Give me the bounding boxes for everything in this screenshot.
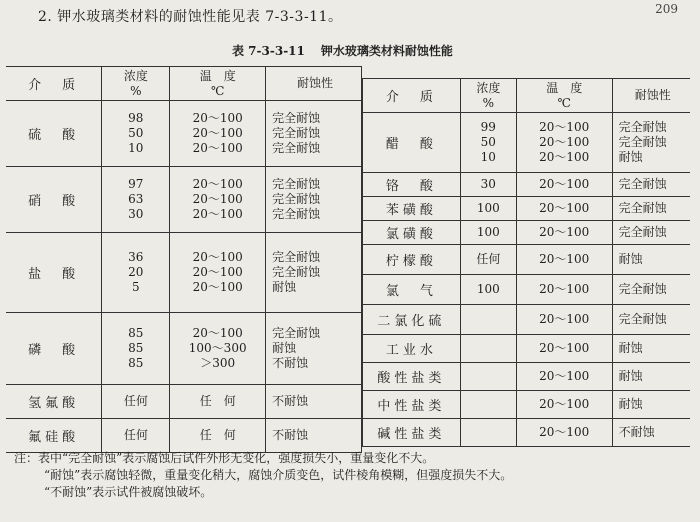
resistance-cell bbox=[266, 167, 362, 233]
table-caption bbox=[232, 42, 469, 59]
medium-cell: 苯磺酸 bbox=[363, 197, 461, 221]
concentration-cell bbox=[102, 419, 170, 453]
concentration-cell-line: 30 bbox=[128, 207, 144, 221]
concentration-cell bbox=[460, 335, 516, 363]
concentration-cell-line: 85 bbox=[128, 356, 144, 370]
resistance-cell-line: 耐蚀 bbox=[618, 252, 643, 266]
table-row bbox=[6, 233, 362, 313]
resistance-cell-line: 耐蚀 bbox=[618, 150, 643, 164]
temperature-cell bbox=[516, 173, 612, 197]
temperature-cell bbox=[170, 101, 266, 167]
table-row bbox=[363, 173, 691, 197]
medium-cell: 碱性盐类 bbox=[363, 419, 461, 447]
concentration-cell-line: 63 bbox=[128, 192, 144, 206]
header-medium: 介 质 bbox=[363, 79, 461, 113]
resistance-cell-line: 不耐蚀 bbox=[272, 394, 309, 408]
temperature-cell-line: 20～100 bbox=[539, 341, 590, 355]
medium-cell: 硝 酸 bbox=[6, 167, 102, 233]
concentration-cell-line: 任何 bbox=[476, 252, 501, 266]
temperature-cell bbox=[170, 167, 266, 233]
table-row bbox=[6, 101, 362, 167]
medium-cell: 酸性盐类 bbox=[363, 363, 461, 391]
resistance-cell bbox=[612, 335, 690, 363]
temperature-cell-line: 20～100 bbox=[539, 369, 590, 383]
concentration-cell-line: 10 bbox=[128, 141, 144, 155]
table-footnote bbox=[14, 450, 512, 501]
resistance-cell-line: 完全耐蚀 bbox=[272, 265, 321, 279]
concentration-cell bbox=[460, 221, 516, 245]
temperature-cell-line: 20～100 bbox=[539, 282, 590, 296]
temperature-cell bbox=[516, 113, 612, 173]
concentration-cell bbox=[102, 385, 170, 419]
concentration-cell-line: 85 bbox=[128, 326, 144, 340]
right-table-body bbox=[363, 113, 691, 447]
table-row bbox=[6, 167, 362, 233]
temperature-cell bbox=[516, 391, 612, 419]
resistance-cell bbox=[612, 245, 690, 275]
resistance-cell bbox=[612, 221, 690, 245]
concentration-cell-line: 36 bbox=[128, 250, 144, 264]
temperature-cell bbox=[516, 275, 612, 305]
concentration-cell-line: 20 bbox=[128, 265, 144, 279]
concentration-cell bbox=[102, 313, 170, 385]
temperature-cell bbox=[170, 385, 266, 419]
temperature-cell-line: 20～100 bbox=[192, 177, 243, 191]
medium-cell: 醋 酸 bbox=[363, 113, 461, 173]
page-number: 209 bbox=[655, 2, 678, 16]
concentration-cell bbox=[460, 305, 516, 335]
medium-cell: 二氯化硫 bbox=[363, 305, 461, 335]
temperature-cell bbox=[516, 363, 612, 391]
section-heading: 2. 钾水玻璃类材料的耐蚀性能见表 7-3-3-11。 bbox=[38, 9, 343, 25]
resistance-cell bbox=[612, 363, 690, 391]
header-concentration: 浓度 % bbox=[460, 79, 516, 113]
temperature-cell bbox=[516, 197, 612, 221]
temperature-cell-line: 任 何 bbox=[199, 428, 236, 442]
temperature-cell-line: 20～100 bbox=[539, 252, 590, 266]
concentration-cell-line: 100 bbox=[476, 225, 500, 239]
concentration-cell bbox=[460, 245, 516, 275]
concentration-cell bbox=[102, 233, 170, 313]
resistance-cell-line: 完全耐蚀 bbox=[272, 250, 321, 264]
concentration-cell-line: 10 bbox=[480, 150, 496, 164]
concentration-cell-line bbox=[464, 341, 513, 356]
resistance-cell-line: 不耐蚀 bbox=[272, 428, 309, 442]
resistance-cell bbox=[266, 101, 362, 167]
concentration-cell-line: 任何 bbox=[123, 394, 148, 408]
table-row bbox=[363, 197, 691, 221]
resistance-cell bbox=[612, 305, 690, 335]
resistance-cell bbox=[612, 113, 690, 173]
concentration-cell-line: 99 bbox=[480, 120, 496, 134]
concentration-cell bbox=[460, 173, 516, 197]
temperature-cell-line: 20～100 bbox=[192, 265, 243, 279]
temperature-cell-line: 20～100 bbox=[192, 326, 243, 340]
concentration-cell bbox=[102, 101, 170, 167]
concentration-cell-line: 30 bbox=[480, 177, 496, 191]
concentration-cell bbox=[460, 419, 516, 447]
medium-cell: 氯 气 bbox=[363, 275, 461, 305]
resistance-cell-line: 完全耐蚀 bbox=[618, 177, 667, 191]
concentration-cell-line: 任何 bbox=[123, 428, 148, 442]
medium-cell: 铬 酸 bbox=[363, 173, 461, 197]
table-title: 钾水玻璃类材料耐蚀性能 bbox=[320, 44, 453, 58]
temperature-cell-line: 20～100 bbox=[192, 192, 243, 206]
left-corrosion-table bbox=[6, 66, 362, 453]
resistance-cell-line: 完全耐蚀 bbox=[618, 120, 667, 134]
temperature-cell-line: 20～100 bbox=[539, 201, 590, 215]
resistance-cell-line: 完全耐蚀 bbox=[618, 225, 667, 239]
table-row bbox=[6, 385, 362, 419]
concentration-cell-line: 50 bbox=[128, 126, 144, 140]
temperature-cell-line: 20～100 bbox=[539, 312, 590, 326]
temperature-cell-line: 20～100 bbox=[539, 135, 590, 149]
medium-cell: 硫 酸 bbox=[6, 101, 102, 167]
temperature-cell bbox=[170, 233, 266, 313]
temperature-cell-line: 20～100 bbox=[539, 425, 590, 439]
medium-cell: 中性盐类 bbox=[363, 391, 461, 419]
resistance-cell-line: 完全耐蚀 bbox=[618, 201, 667, 215]
concentration-cell-line: 98 bbox=[128, 111, 144, 125]
resistance-cell-line: 不耐蚀 bbox=[272, 356, 309, 370]
concentration-cell-line: 85 bbox=[128, 341, 144, 355]
table-row bbox=[6, 419, 362, 453]
resistance-cell-line: 耐蚀 bbox=[618, 341, 643, 355]
table-row bbox=[363, 305, 691, 335]
temperature-cell bbox=[516, 245, 612, 275]
resistance-cell bbox=[612, 391, 690, 419]
temperature-cell-line: 20～100 bbox=[539, 225, 590, 239]
concentration-cell bbox=[460, 197, 516, 221]
temperature-cell-line: ＞300 bbox=[200, 356, 236, 370]
resistance-cell-line: 完全耐蚀 bbox=[272, 126, 321, 140]
temperature-cell bbox=[170, 419, 266, 453]
concentration-cell-line: 100 bbox=[476, 201, 500, 215]
resistance-cell bbox=[612, 419, 690, 447]
temperature-cell-line: 20～100 bbox=[192, 207, 243, 221]
concentration-cell-line bbox=[464, 369, 513, 384]
temperature-cell-line: 任 何 bbox=[199, 394, 236, 408]
resistance-cell-line: 完全耐蚀 bbox=[618, 312, 667, 326]
resistance-cell-line: 完全耐蚀 bbox=[272, 177, 321, 191]
right-corrosion-table bbox=[362, 78, 690, 447]
header-resistance: 耐蚀性 bbox=[612, 79, 690, 113]
left-table-body bbox=[6, 101, 362, 453]
table-row bbox=[363, 113, 691, 173]
resistance-cell-line: 完全耐蚀 bbox=[618, 135, 667, 149]
temperature-cell-line: 100～300 bbox=[188, 341, 247, 355]
table-row bbox=[363, 245, 691, 275]
medium-cell: 氢氟酸 bbox=[6, 385, 102, 419]
table-row bbox=[6, 313, 362, 385]
medium-cell: 磷 酸 bbox=[6, 313, 102, 385]
footnote-line: 注：表中“完全耐蚀”表示腐蚀后试件外形无变化，强度损失小，重量变化不大。 bbox=[14, 451, 435, 465]
concentration-cell-line: 100 bbox=[476, 282, 500, 296]
resistance-cell-line: 耐蚀 bbox=[272, 341, 297, 355]
resistance-cell-line: 完全耐蚀 bbox=[272, 141, 321, 155]
concentration-cell-line: 97 bbox=[128, 177, 144, 191]
temperature-cell-line: 20～100 bbox=[539, 150, 590, 164]
concentration-cell-line: 50 bbox=[480, 135, 496, 149]
temperature-cell bbox=[170, 313, 266, 385]
table-row bbox=[363, 221, 691, 245]
resistance-cell-line: 完全耐蚀 bbox=[618, 282, 667, 296]
footnote-line: “不耐蚀”表示试件被腐蚀破坏。 bbox=[44, 485, 213, 499]
resistance-cell bbox=[266, 313, 362, 385]
temperature-cell bbox=[516, 335, 612, 363]
header-medium: 介 质 bbox=[6, 67, 102, 101]
resistance-cell-line: 完全耐蚀 bbox=[272, 207, 321, 221]
table-number: 表 7-3-3-11 bbox=[232, 44, 305, 58]
temperature-cell-line: 20～100 bbox=[192, 141, 243, 155]
table-row bbox=[363, 391, 691, 419]
resistance-cell-line: 耐蚀 bbox=[618, 369, 643, 383]
concentration-cell-line bbox=[464, 397, 513, 412]
concentration-cell bbox=[460, 113, 516, 173]
medium-cell: 氯磺酸 bbox=[363, 221, 461, 245]
footnote-line: “耐蚀”表示腐蚀轻微，重量变化稍大，腐蚀介质变色，试件棱角模糊，但强度损失不大。 bbox=[44, 468, 513, 482]
temperature-cell-line: 20～100 bbox=[192, 126, 243, 140]
temperature-cell bbox=[516, 221, 612, 245]
temperature-cell-line: 20～100 bbox=[539, 397, 590, 411]
concentration-cell bbox=[460, 275, 516, 305]
concentration-cell bbox=[102, 167, 170, 233]
table-row bbox=[363, 275, 691, 305]
resistance-cell-line: 耐蚀 bbox=[272, 280, 297, 294]
medium-cell: 工业水 bbox=[363, 335, 461, 363]
table-row bbox=[363, 335, 691, 363]
header-concentration: 浓度 % bbox=[102, 67, 170, 101]
medium-cell: 柠檬酸 bbox=[363, 245, 461, 275]
header-temperature: 温 度 ℃ bbox=[516, 79, 612, 113]
temperature-cell-line: 20～100 bbox=[539, 120, 590, 134]
table-row bbox=[363, 363, 691, 391]
resistance-cell bbox=[266, 385, 362, 419]
concentration-cell-line: 5 bbox=[132, 280, 140, 294]
temperature-cell-line: 20～100 bbox=[192, 111, 243, 125]
concentration-cell bbox=[460, 363, 516, 391]
resistance-cell-line: 不耐蚀 bbox=[618, 425, 655, 439]
temperature-cell-line: 20～100 bbox=[192, 280, 243, 294]
concentration-cell bbox=[460, 391, 516, 419]
resistance-cell bbox=[612, 173, 690, 197]
temperature-cell bbox=[516, 419, 612, 447]
temperature-cell-line: 20～100 bbox=[192, 250, 243, 264]
header-resistance: 耐蚀性 bbox=[266, 67, 362, 101]
temperature-cell-line: 20～100 bbox=[539, 177, 590, 191]
resistance-cell-line: 完全耐蚀 bbox=[272, 326, 321, 340]
medium-cell: 盐 酸 bbox=[6, 233, 102, 313]
resistance-cell-line: 耐蚀 bbox=[618, 397, 643, 411]
concentration-cell-line bbox=[464, 425, 513, 440]
table-row bbox=[363, 419, 691, 447]
medium-cell: 氟硅酸 bbox=[6, 419, 102, 453]
resistance-cell bbox=[266, 233, 362, 313]
header-temperature: 温 度 ℃ bbox=[170, 67, 266, 101]
resistance-cell-line: 完全耐蚀 bbox=[272, 111, 321, 125]
resistance-cell bbox=[612, 197, 690, 221]
resistance-cell bbox=[266, 419, 362, 453]
concentration-cell-line bbox=[464, 312, 513, 327]
resistance-cell bbox=[612, 275, 690, 305]
temperature-cell bbox=[516, 305, 612, 335]
resistance-cell-line: 完全耐蚀 bbox=[272, 192, 321, 206]
